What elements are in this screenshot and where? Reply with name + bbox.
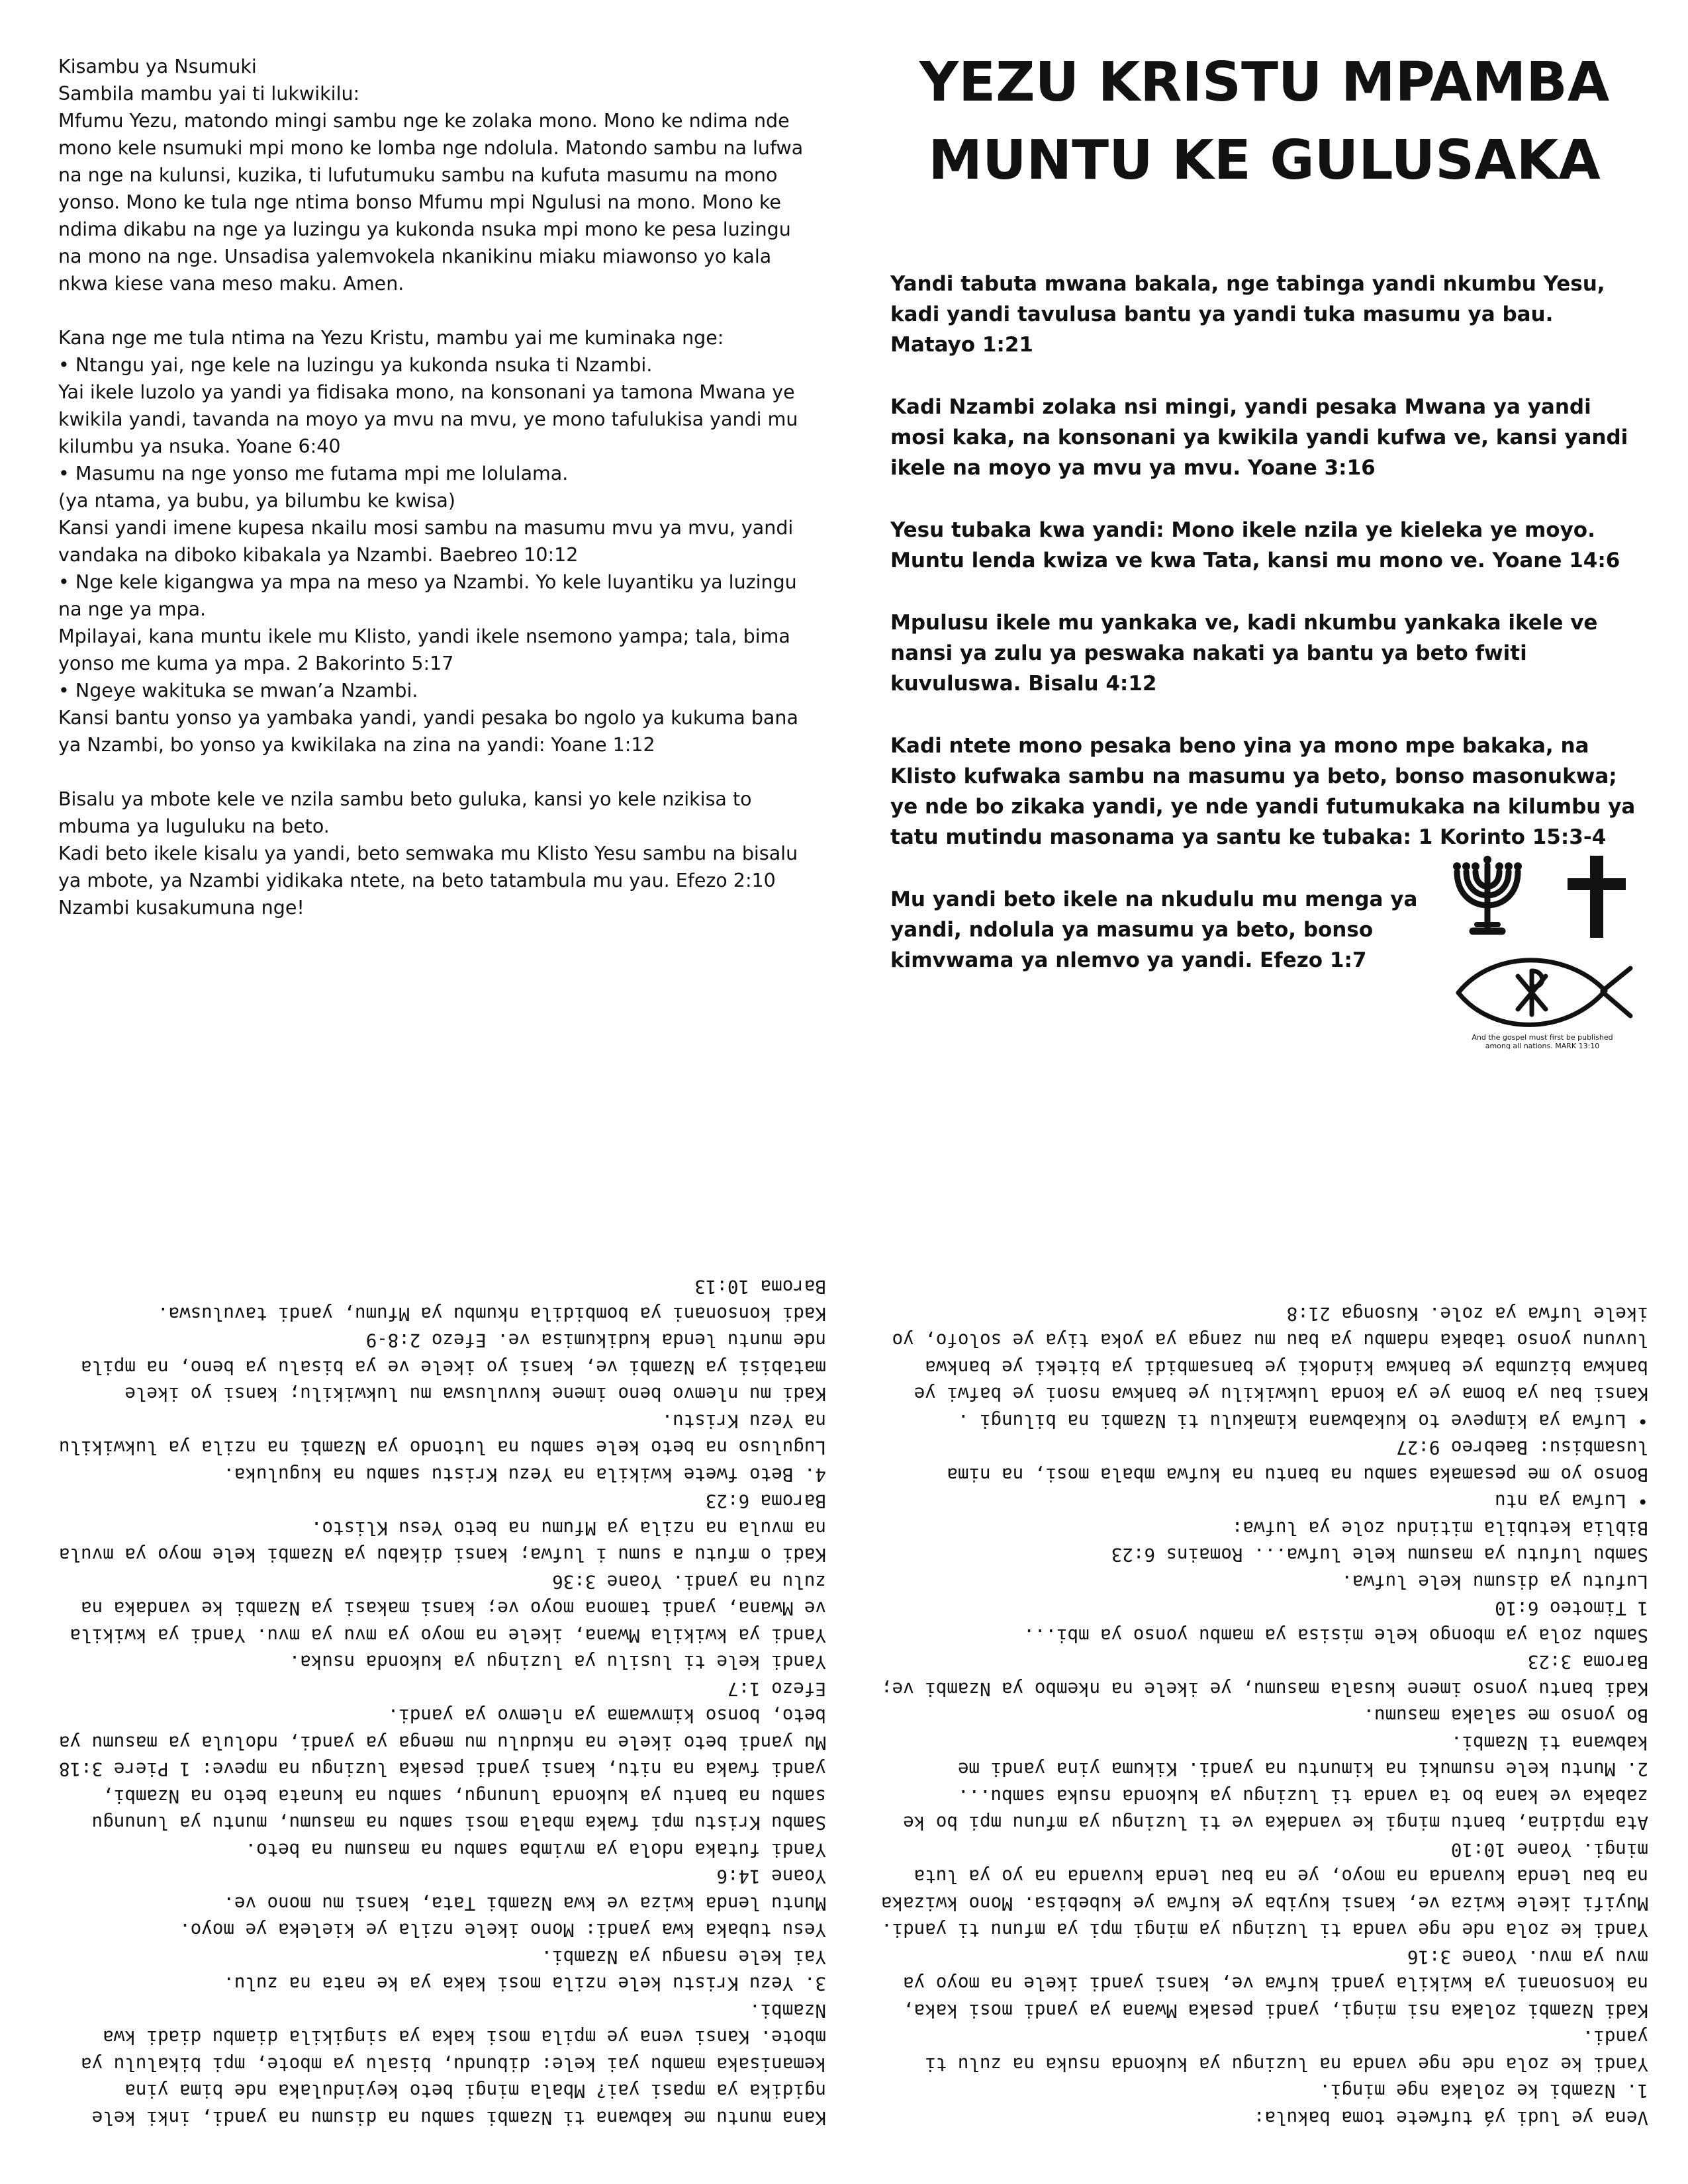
lower-right-text: Vena ye ludi yá tufwete toma bakula: 1. Nzambi ke zolaka nge mingi. Yandi ke zola nde nge vanda na luzingu ya kukonda nsuka na zulu ti yandi. Kadi Nzambi zolaka nsi mingi, yandi pesaka Mwana ya yandi mosi kaka, na konsonani ya kwikila yandi kufwa ve, kansi yandi ikele na moyo ya mvu ya mvu. Yoane 3:16 Yandi ke zola nde nge vanda ti luzingu ya mingi mpi ya mfunu ti yandi. Muyifi ikele kwiza ve, kansi kuyiba ye kufwa ye kubebisa. Mono kwizaka na bau lenda kuvanda na moyo, ye na bau lenda kuvanda na yo ya luta mingi. Yoane 10:10 Ata mpidina, bantu mingi ke vandaka ve ti luzingu ya mfunu mpi bo ke zabaka ve kana bo ta vanda ti luzingu ya kukonda nsuka sambu... 2. Muntu kele nsumuki na kimuntu na yandi. Kikuma yina yandi me kabwana ti Nzambi. Bo yonso me salaka masumu. Kadi bantu yonso imene kusala masumu, ye ikele na nkembo ya Nzambi ve; Baroma 3:23 Sambu zola ya mbongo kele misisa ya mambu yonso ya mbi... 1 Timoteo 6:10 Lufutu ya disumu kele lufwa. Sambu lufutu ya masumu kele lufwa... Romains 6:23 Biblia ketubila mitindu zole ya lufwa: • Lufwa ya ntu Bonso yo me pesamaka sambu na bantu na kufwa mbala mosi, na nima lusambisu: Baebreo 9:27 • Lufwa ya kimpeve to kukabwana kimakulu ti Nzambi na bilungi . Kansi bau ya boma ye ya konda lukwikilu ye bankwa nsoni ye bafwi ye bankwa bizumba ye bankwa kindoki ye bansambidi ya biteki ye bankwa luvunu yonso tabaka ndambu ya bau mu zanga ya yoka tiya ye solofo, yo ikele lufwa ya zole. Kusonga 21:8 <box>881 1303 1648 2128</box>
verse-matthew-1-21: Yandi tabuta mwana bakala, nge tabinga yandi nkumbu Yesu, kadi yandi tavulusa bantu ya yandi tuka masumu ya bau. Matayo 1:21 <box>890 272 1613 357</box>
prayer-panel <box>58 53 820 921</box>
verse-1-corinthians-15-3-4: Kadi ntete mono pesaka beno yina ya mono mpe bakaka, na Klisto kufwaka sambu na masumu ya beto, bonso masonukwa; ye nde bo zikaka yandi, ye nde yandi futumukaka na kilumbu ya tatu mutindu masonama ya santu ke tubaka: 1 Korinto 15:3-4 <box>890 734 1643 849</box>
emblem-caption-line1: And the gospel must first be published <box>1472 1033 1613 1042</box>
lower-left-panel <box>58 1148 826 2131</box>
verse-acts-4-12: Mpulusu ikele mu yankaka ve, kadi nkumbu yankaka ikele ve nansi ya zulu ya peswaka nakati ya bantu ya beto fwiti kuvuluswa. Bisalu 4:12 <box>890 611 1605 696</box>
emblem <box>1446 850 1638 1049</box>
lower-right-panel <box>880 1148 1648 2131</box>
cross-icon <box>1568 856 1626 938</box>
verse-john-14-6: Yesu tubaka kwa yandi: Mono ikele nzila ye kieleka ye moyo. Muntu lenda kwiza ve kwa Tata, kansi mu mono ve. Yoane 14:6 <box>890 518 1620 572</box>
prayer-paragraph: Kisambu ya Nsumuki Sambila mambu yai ti lukwikilu: Mfumu Yezu, matondo mingi sambu nge ke zolaka mono. Mono ke ndima nde mono kele nsumuki mpi mono ke lomba nge ndolula. Matondo sambu na lufwa na nge na kulunsi, kuzika, ti lufutumuku sambu na kufuta masumu na mono yonso. Mono ke tula nge ntima bonso Mfumu mpi Ngulusi na mono. Mono ke ndima dikabu na nge ya luzingu ya kukonda nsuka mpi mono ke pesa luzingu na mono na nge. Unsadisa yalemvokela nkanikinu miaku miawonso yo kala nkwa kiese vana meso maku. Amen. <box>58 56 804 295</box>
ichthys-chi-rho-icon <box>1458 960 1630 1025</box>
menorah-icon <box>1457 865 1518 931</box>
lower-left-text: Kana muntu me kabwana ti Nzambi sambu na disumu na yandi, inki kele ngidika ya mpasi yai? Mbala mingi beto keyindulaka nde bima yina kemanisaka mambu yai kele: dibundu, bisalu ya mbote, mpi bikalulu ya mbote. Kansi vena ye mpila mosi kaka ya singikila diambu diadi kwa Nzambi. 3. Yezu Kristu kele nzila mosi kaka ya ke nata na zulu. Yai kele nsangu ya Nzambi. Yesu tubaka kwa yandi: Mono ikele nzila ye kieleka ye moyo. Muntu lenda kwiza ve kwa Nzambi Tata, kansi mu mono ve. Yoane 14:6 Yandi futaka ndola ya mvimba sambu na masumu na beto. Sambu Kristu mpi fwaka mbala mosi sambu na masumu, muntu ya lunungu sambu na bantu ya kukonda lunungu, sambu na kunata beto na Nzambi, yandi fwaka na nitu, kansi yandi pesaka luzingu na mpeve: 1 Piere 3:18 Mu yandi beto ikele na nkudulu mu menga ya yandi, ndolula ya masumu ya beto, bonso kimvwama ya nlemvo ya yandi. Efezo 1:7 Yandi kele ti lusilu ya luzingu ya kukonda nsuka. Yandi ya kwikila Mwana, ikele na moyo ya mvu ya mvu. Yandi ya kwikila ve Mwana, yandi tamona moyo ve; kansi makasi ya Nzambi ke vandaka na zulu na yandi. Yoane 3:36 Kadi o mfutu a sumu i lufwa; kansi dikabu ya Nzambi kele moyo ya mvula na mvula na nzila ya Mfumu na beto Yesu Klisto. Baroma 6:23 4. Beto fwete kwikila na Yezu Kristu sambu na kuguluka. Luguluso na beto kele sambu na lutondo ya Nzambi na nzila ya lukwikilu na Yezu Kristu. Kadi mu nlemvo beno imene kuvuluswa mu lukwikilu; kansi yo ikele matabisi ya Nzambi ve, kansi yo ikele ve ya bisalu ya beno, na mpila nde muntu lenda kudikumisa ve. Efezo 2:8-9 Kadi konsonani ya bombidila nkumbu ya Mfumu, yandi tavuluswa. Baroma 10:13 <box>59 1276 826 2128</box>
front-panel <box>890 44 1643 976</box>
verse-ephesians-1-7: Mu yandi beto ikele na nkudulu mu menga ya yandi, ndolula ya masumu ya beto, bonso kimvwama ya nlemvo ya yandi. Efezo 1:7 <box>890 887 1425 972</box>
emblem-caption-line2: among all nations. MARK 13:10 <box>1485 1042 1600 1049</box>
verse-john-3-16: Kadi Nzambi zolaka nsi mingi, yandi pesaka Mwana ya yandi mosi kaka, na konsonani ya kwikila yandi kufwa ve, kansi yandi ikele na moyo ya mvu ya mvu. Yoane 3:16 <box>890 395 1636 480</box>
page-title: YEZU KRISTU MPAMBA MUNTU KE GULUSAKA <box>919 51 1610 192</box>
good-works-paragraph: Bisalu ya mbote kele ve nzila sambu beto guluka, kansi yo kele nzikisa to mbuma ya luguluku na beto. Kadi beto ikele kisalu ya yandi, beto semwaka mu Klisto Yesu sambu na bisalu ya mbote, ya Nzambi yidikaka ntete, na beto tatambula mu yau. Efezo 2:10 Nzambi kusakumuna nge! <box>58 788 798 919</box>
assurance-paragraph: Kana nge me tula ntima na Yezu Kristu, mambu yai me kuminaka nge: • Ntangu yai, nge kele na luzingu ya kukonda nsuka ti Nzambi. Yai ikele luzolo ya yandi ya fidisaka mono, na konsonani ya tamona Mwana ye kwikila yandi, tavanda na moyo ya mvu na mvu, ye mono tafulukisa yandi mu kilumbu ya nsuka. Yoane 6:40 • Masumu na nge yonso me futama mpi me lolulama. (ya ntama, ya bubu, ya bilumbu ke kwisa) Kansi yandi imene kupesa nkailu mosi sambu na masumu mvu ya mvu, yandi vandaka na diboko kibakala ya Nzambi. Baebreo 10:12 • Nge kele kigangwa ya mpa na meso ya Nzambi. Yo kele luyantiku ya luzingu na nge ya mpa. Mpilayai, kana muntu ikele mu Klisto, yandi ikele nsemono yampa; tala, bima yonso me kuma ya mpa. 2 Bakorinto 5:17 • Ngeye wakituka se mwan’a Nzambi. Kansi bantu yonso ya yambaka yandi, yandi pesaka bo ngolo ya kukuma bana ya Nzambi, bo yonso ya kwikilaka na zina na yandi: Yoane 1:12 <box>58 327 798 756</box>
